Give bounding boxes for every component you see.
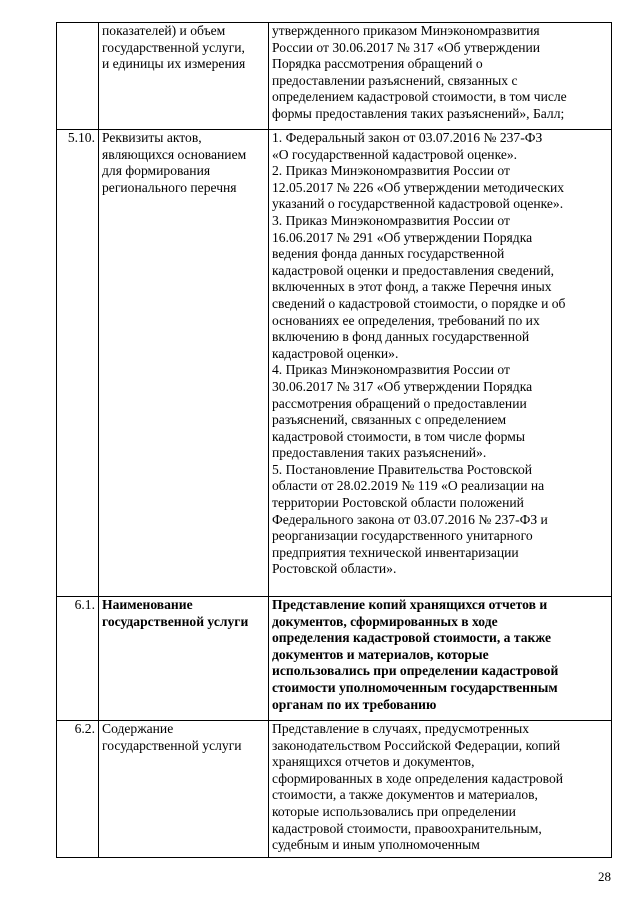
table-row [57,130,612,597]
row-name [99,721,269,858]
value-line: хранящихся отчетов и документов, [272,754,475,770]
name-line: Реквизиты актов, [102,130,202,145]
page-number: 28 [598,869,611,884]
value-line: 5. Постановление Правительства Ростовской [272,461,533,477]
value-line: кадастровой стоимости, в том числе формы [272,428,525,444]
value-line: определением кадастровой стоимости, в том числе [272,89,567,105]
row-name [99,130,269,597]
value-line: предприятия технической инвентаризации [272,544,519,560]
value-line: использовались при определении кадастровой [272,663,559,679]
value-line: 1. Федеральный закон от 03.07.2016 № 237-ФЗ [272,130,543,145]
value-line: рассмотрения обращений о предоставлении [272,395,527,411]
value-line: реорганизации государственного унитарного [272,528,533,544]
name-line: государственной услуги [102,613,249,629]
value-line: территории Ростовской области положений [272,495,524,511]
list-item [272,362,608,462]
row-number: 5.10. [57,130,99,597]
table-row [57,721,612,858]
table-row [57,23,612,130]
value-line: Представление копий хранящихся отчетов и [272,597,548,612]
name-line: государственной услуги, [102,39,245,55]
value-line: судебным и иным уполномоченным [272,837,480,853]
value-line: кадастровой стоимости, правоохранительным, [272,820,542,836]
value-line: области от 28.02.2019 № 119 «О реализации на [272,478,545,494]
name-line: государственной услуги [102,737,242,753]
value-line: которые использовались при определении [272,803,516,819]
value-line: 2. Приказ Минэкономразвития России от [272,163,510,179]
value-line: формы предоставления таких разъяснений», Балл; [272,105,565,121]
value-line: основаниях ее определения, требований по их [272,312,540,328]
value-line: сведений о кадастровой стоимости, о порядке и об [272,295,566,311]
value-line: определения кадастровой стоимости, а также [272,630,552,646]
row-number: 6.2. [57,721,99,858]
value-line: стоимости, а также документов и материалов, [272,787,538,803]
row-name [99,597,269,721]
value-line: включению в фонд данных государственной [272,329,530,345]
value-line: сформированных в ходе определения кадастровой [272,770,564,786]
value-line: 30.06.2017 № 317 «Об утверждении Порядка [272,378,533,394]
value-line: России от 30.06.2017 № 317 «Об утверждении [272,39,541,55]
value-line: Представление в случаях, предусмотренных [272,721,530,736]
row-name [99,23,269,130]
value-line: Ростовской области». [272,561,397,577]
value-line: разъяснений, связанных с определением [272,412,507,428]
value-line: ведения фонда данных государственной [272,246,505,262]
name-line: являющихся основанием [102,146,247,162]
list-item [272,163,608,213]
name-line: Наименование [102,597,193,612]
value-line: указаний о государственной кадастровой оценке». [272,196,564,212]
value-line: кадастровой оценки и предоставления сведений, [272,262,555,278]
value-line: 16.06.2017 № 291 «Об утверждении Порядка [272,229,533,245]
name-line: показателей) и объем [102,23,226,38]
list-item [272,213,608,362]
value-line: кадастровой оценки». [272,345,399,361]
table-row [57,597,612,721]
row-value [269,23,612,130]
row-value [269,721,612,858]
value-line: Федерального закона от 03.07.2016 № 237-ФЗ и [272,511,548,527]
value-line: стоимости уполномоченным государственным [272,679,558,695]
name-line: и единицы их измерения [102,56,246,72]
value-line: документов, сформированных в ходе [272,613,498,629]
value-line: предоставлении разъяснений, связанных с [272,72,518,88]
list-item [272,462,608,578]
row-number: 6.1. [57,597,99,721]
value-line: «О государственной кадастровой оценке». [272,146,518,162]
value-line: утвержденного приказом Минэкономразвития [272,23,540,38]
value-line: 4. Приказ Минэкономразвития России от [272,362,510,378]
list-item [272,130,608,163]
row-value [269,597,612,721]
value-line: 12.05.2017 № 226 «Об утверждении методических [272,179,565,195]
value-line: включенных в этот фонд, а также Перечня иных [272,279,552,295]
name-line: Содержание [102,721,174,736]
document-table [56,22,612,858]
value-line: органам по их требованию [272,696,437,712]
value-line: документов и материалов, которые [272,646,489,662]
value-line: предоставления таких разъяснений». [272,445,487,461]
value-line: 3. Приказ Минэкономразвития России от [272,212,510,228]
name-line: регионального перечня [102,179,237,195]
row-value [269,130,612,597]
name-line: для формирования [102,163,211,179]
value-line: Порядка рассмотрения обращений о [272,56,483,72]
value-line: законодательством Российской Федерации, копий [272,737,561,753]
row-number [57,23,99,130]
